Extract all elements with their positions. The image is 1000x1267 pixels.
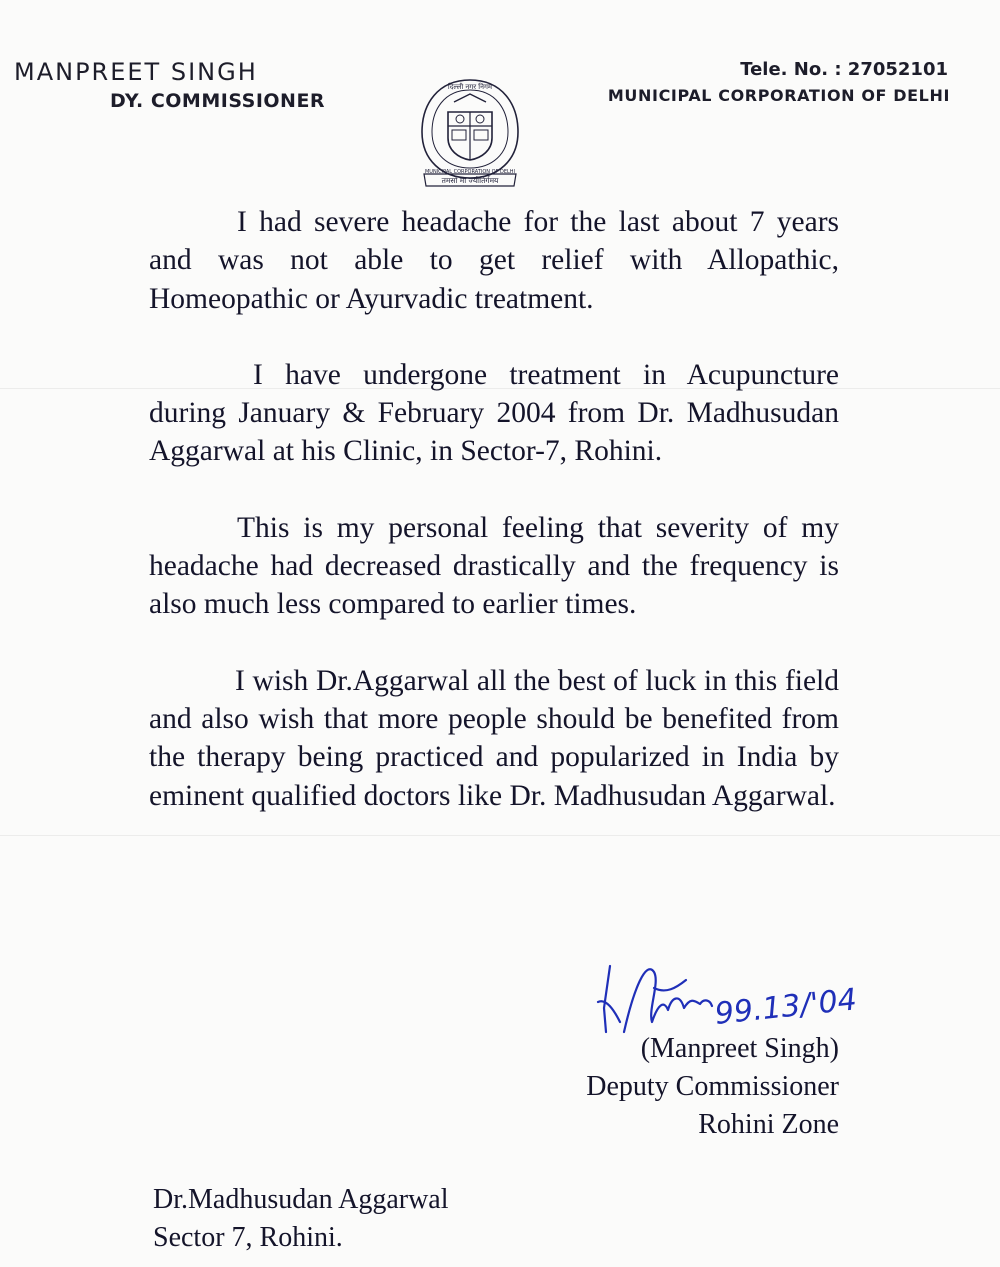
sender-designation: DY. COMMISSIONER <box>110 90 326 112</box>
signatory-title: Deputy Commissioner <box>586 1071 839 1102</box>
addressee-address: Sector 7, Rohini. <box>153 1222 343 1253</box>
signature-block <box>586 1030 839 1144</box>
handwritten-date: 99.13/'04 <box>713 982 859 1032</box>
signatory-zone: Rohini Zone <box>698 1109 839 1140</box>
letterhead-right <box>608 61 950 104</box>
letter-body <box>149 203 839 853</box>
emblem-motto: तमसो मा ज्योतिर्गमय <box>441 176 499 185</box>
addressee-name: Dr.Madhusudan Aggarwal <box>153 1184 449 1215</box>
telephone-line <box>608 61 948 79</box>
body-paragraph-2: I have undergone treatment in Acupuncture during January & February 2004 from Dr. Madhusudan Aggarwal at his Clinic, in Sector-7, Rohini. <box>149 358 839 468</box>
body-paragraph-4: I wish Dr.Aggarwal all the best of luck in this field and also wish that more people should be benefited from the therapy being practiced and popularized in India by eminent qualified doctors like Dr. Madhusudan Aggarwal. <box>149 664 839 812</box>
telephone-number: 27052101 <box>847 59 948 80</box>
organization-name: MUNICIPAL CORPORATION OF DELHI <box>607 86 950 105</box>
mcd-emblem-icon <box>410 74 530 192</box>
sender-name: MANPREET SINGH <box>14 58 258 86</box>
body-paragraph-1: I had severe headache for the last about 7 years and was not able to get relief with Allopathic, Homeopathic or Ayurvadic treatment. <box>149 206 839 315</box>
letterhead-left <box>14 60 325 111</box>
body-paragraph-3: This is my personal feeling that severity of my headache had decreased drastically and the frequency is also much less compared to earlier times. <box>149 511 839 621</box>
emblem-hindi-title: दिल्ली नगर निगम <box>447 83 493 91</box>
emblem-ring-text: MUNICIPAL CORPORATION OF DELHI <box>424 169 516 175</box>
signatory-name: (Manpreet Singh) <box>640 1033 839 1064</box>
telephone-label: Tele. No. : <box>740 59 842 80</box>
addressee-block <box>153 1181 449 1257</box>
